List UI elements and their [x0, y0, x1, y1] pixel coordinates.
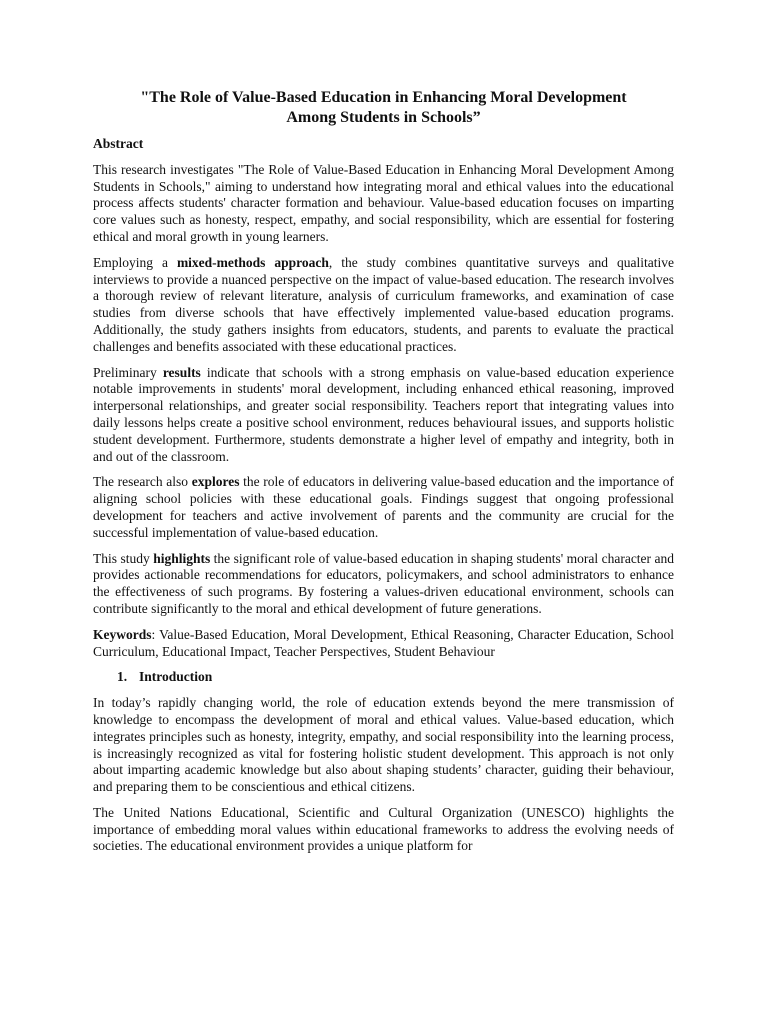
paragraph-text: the role of educators in delivering value-based education and the importance of aligning school policies with these educational goals. Findings suggest that ongoing professional development for teachers and active involvement of parents and the community are crucial for the successful implementation of value-based education. [93, 474, 674, 540]
keywords-paragraph [93, 627, 674, 661]
paragraph-text: the significant role of value-based education in shaping students' moral character and provides actionable recommendations for educators, policymakers, and school administrators to enhance the effectiveness of such programs. By fostering a values-driven educational environment, schools can contribute significantly to the moral and ethical development of future generations. [93, 550, 674, 616]
title-line-1: "The Role of Value-Based Education in Enhancing Moral Development [140, 89, 627, 106]
keywords-label: Keywords [93, 626, 152, 642]
keywords-list: : Value-Based Education, Moral Development, Ethical Reasoning, Character Education, School Curriculum, Educational Impact, Teacher Perspectives, Student Behaviour [93, 626, 674, 659]
emphasis-text: results [162, 364, 201, 380]
emphasis-text: highlights [153, 550, 211, 566]
abstract-paragraph-1: This research investigates "The Role of Value-Based Education in Enhancing Moral Development Among Students in Schools," aiming to understand how integrating moral and ethical values into the educational process affects students' character formation and behaviour. Value-based education focuses on imparting core values such as honesty, respect, empathy, and social responsibility, which are essential for fostering ethical and moral growth in young learners. [93, 161, 674, 244]
paragraph-text: , the study combines quantitative surveys and qualitative interviews to provide a nuanced perspective on the impact of value-based education. The research involves a thorough review of relevant literature, analysis of curriculum frameworks, and examination of case studies from diverse schools that have effectively implemented value-based education programs. Additionally, the study gathers insights from educators, students, and parents to evaluate the practical challenges and benefits associated with these educational practices. [93, 254, 674, 354]
abstract-heading: Abstract [93, 136, 144, 151]
paragraph-text: This study [93, 550, 154, 566]
introduction-paragraph-1: In today’s rapidly changing world, the role of education extends beyond the mere transmission of knowledge to encompass the development of moral and ethical values. Value-based education, which integrates principles such as honesty, integrity, empathy, and social responsibility into the learning process, is increasingly recognized as vital for fostering holistic student development. This approach is not only about imparting academic knowledge but also about shaping students’ character, guiding their behaviour, and preparing them to be conscientious and ethical citizens. [93, 695, 674, 795]
paragraph-text: indicate that schools with a strong emphasis on value-based education experience notable improvements in students' moral development, including enhanced ethical reasoning, improved interpersonal relationships, and greater social responsibility. Teachers report that integrating values into daily lessons helps create a positive school environment, reduces behavioural issues, and supports holistic student development. Furthermore, students demonstrate a higher level of empathy and integrity, both in and out of the classroom. [93, 364, 674, 464]
abstract-paragraph-4 [93, 474, 674, 541]
abstract-paragraph-3 [93, 365, 674, 466]
section-number: 1. [117, 669, 128, 685]
section-heading-introduction [93, 669, 674, 686]
introduction-paragraph-2: The United Nations Educational, Scientific and Cultural Organization (UNESCO) highlights the importance of embedding moral values within educational frameworks to address the evolving needs of societies. The educational environment provides a unique platform for [93, 804, 674, 854]
title-line-2: Among Students in Schools” [286, 108, 481, 126]
abstract-paragraph-5 [93, 551, 674, 618]
paragraph-text: Preliminary [93, 364, 163, 380]
abstract-paragraph-2 [93, 255, 674, 356]
emphasis-text: mixed-methods approach [176, 254, 329, 270]
emphasis-text: explores [191, 474, 240, 490]
section-title: Introduction [139, 669, 213, 685]
document-page [93, 88, 674, 864]
paragraph-text: Employing a [93, 254, 177, 270]
paragraph-text: The research also [93, 474, 192, 490]
paper-title [93, 88, 674, 127]
